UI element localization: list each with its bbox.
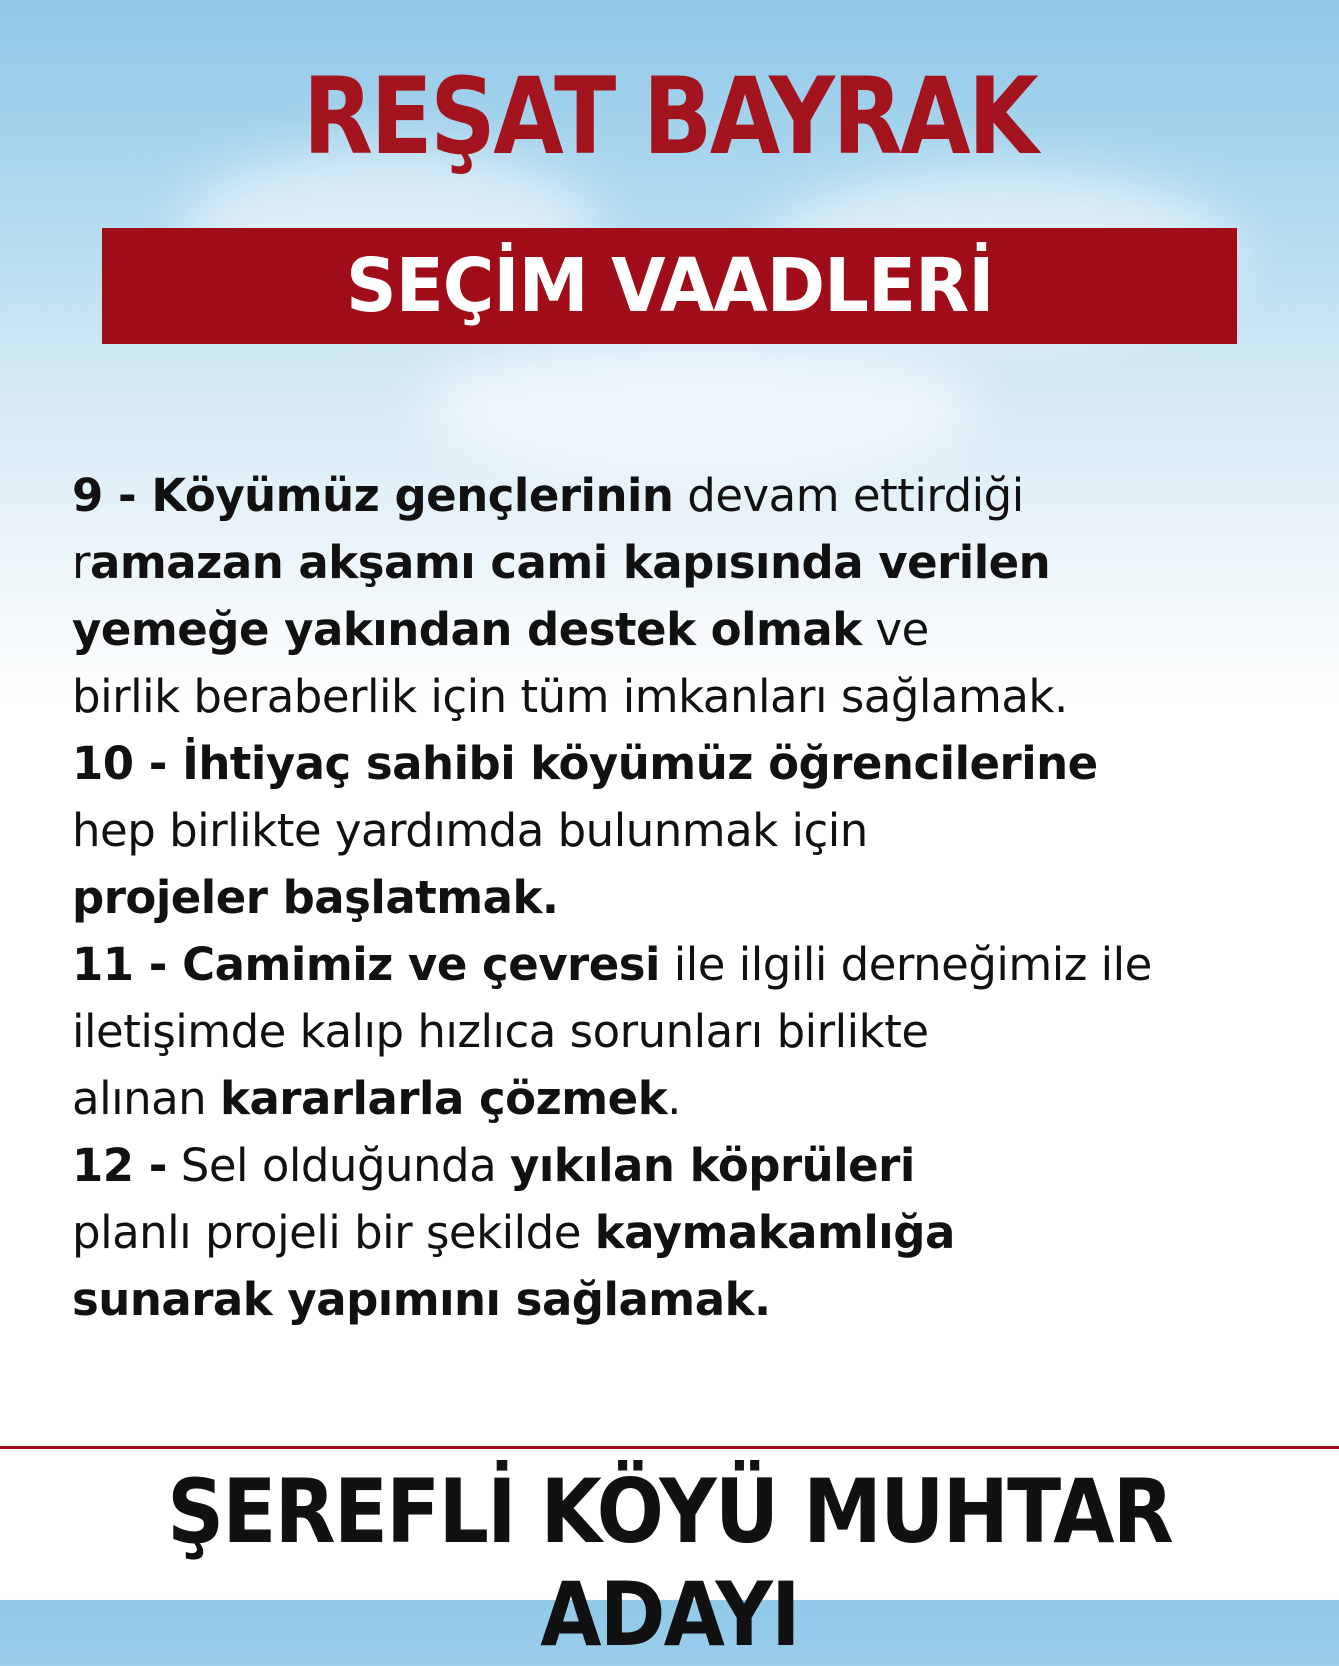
promise-text: iletişimde kalıp hızlıca sorunları birlikte <box>72 1005 929 1058</box>
promise-text-bold: kararlarla çözmek <box>220 1072 668 1125</box>
promise-text-bold: sunarak yapımını sağlamak. <box>72 1273 771 1326</box>
promise-text-bold: 10 - İhtiyaç sahibi köyümüz öğrencilerine <box>72 737 1098 790</box>
promise-text-bold: 9 - Köyümüz gençlerinin <box>72 469 674 522</box>
promise-text: birlik beraberlik için tüm imkanları sağlamak. <box>72 670 1068 723</box>
promise-text-bold: kaymakamlığa <box>594 1206 955 1259</box>
footer-divider <box>0 1446 1339 1449</box>
promise-item-9 <box>72 462 1322 730</box>
promise-line <box>72 864 1322 931</box>
subtitle-banner <box>102 228 1237 344</box>
promise-text: r <box>72 536 91 589</box>
subtitle-text: SEÇİM VAADLERİ <box>345 243 994 329</box>
promise-text: . <box>667 1072 681 1125</box>
promise-line <box>72 1065 1322 1132</box>
promise-line <box>72 462 1322 529</box>
promise-line <box>72 931 1322 998</box>
promise-text-bold: yıkılan köprüleri <box>510 1139 915 1192</box>
promise-text: devam ettirdiği <box>673 469 1024 522</box>
promises-list <box>72 462 1322 1333</box>
promise-item-10 <box>72 730 1322 931</box>
promise-text-bold: 11 - Camimiz ve çevresi <box>72 938 660 991</box>
promise-item-12 <box>72 1132 1322 1333</box>
promise-text: ve <box>861 603 929 656</box>
candidate-role: ŞEREFLİ KÖYÜ MUHTAR ADAYI <box>167 1460 1172 1666</box>
promise-line <box>72 663 1322 730</box>
promise-line <box>72 1199 1322 1266</box>
promise-text: alınan <box>72 1072 221 1125</box>
promise-text: ile ilgili derneğimiz ile <box>659 938 1152 991</box>
promise-item-11 <box>72 931 1322 1132</box>
promise-line <box>72 797 1322 864</box>
promise-line <box>72 1132 1322 1199</box>
promise-text-bold: 12 - <box>72 1139 167 1192</box>
promise-line <box>72 596 1322 663</box>
promise-line <box>72 730 1322 797</box>
promise-text-bold: yemeğe yakından destek olmak <box>72 603 862 656</box>
promise-text-bold: projeler başlatmak. <box>72 871 559 924</box>
promise-line <box>72 529 1322 596</box>
promise-line <box>72 1266 1322 1333</box>
promise-text: planlı projeli bir şekilde <box>72 1206 595 1259</box>
cloud-decoration <box>420 330 980 480</box>
promise-text: hep birlikte yardımda bulunmak için <box>72 804 868 857</box>
promise-text: Sel olduğunda <box>166 1139 510 1192</box>
promise-line <box>72 998 1322 1065</box>
promise-text-bold: amazan akşamı cami kapısında verilen <box>90 536 1051 589</box>
candidate-name: REŞAT BAYRAK <box>302 55 1037 178</box>
